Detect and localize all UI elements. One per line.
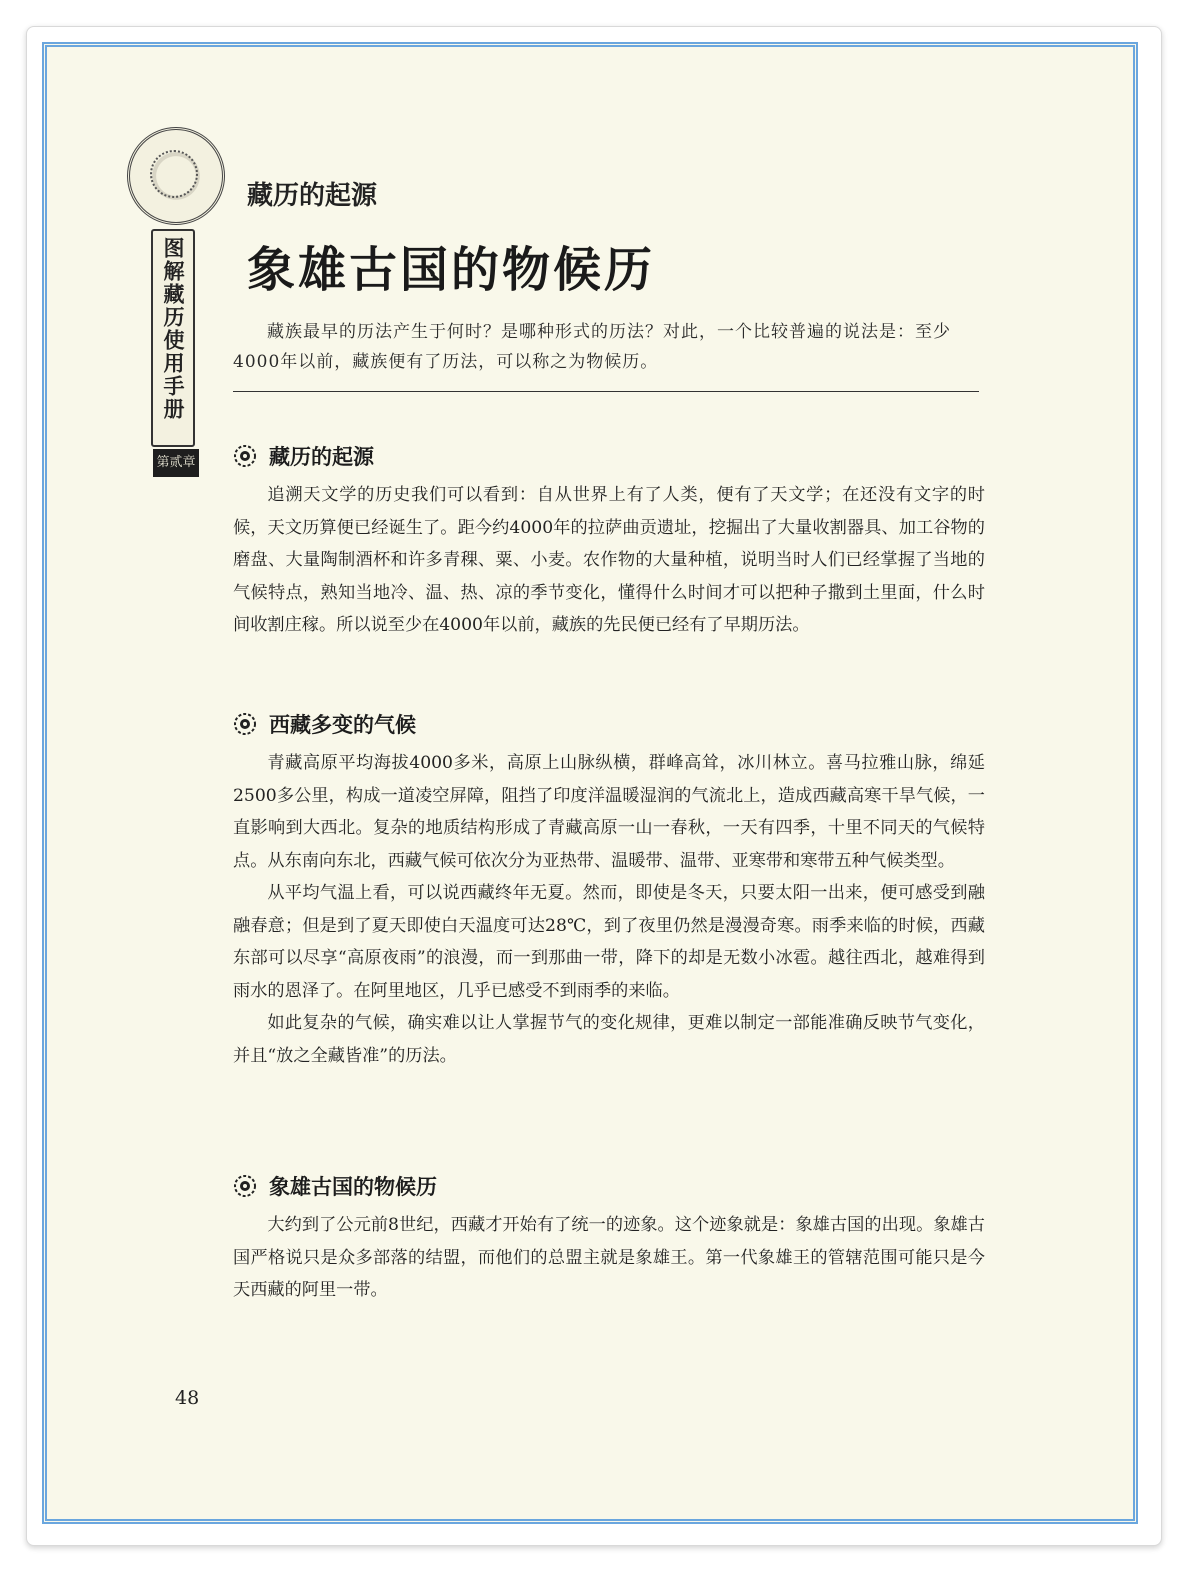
section-kicker: 藏历的起源 xyxy=(247,181,378,211)
page-number: 48 xyxy=(175,1387,200,1409)
section-title: 象雄古国的物候历 xyxy=(269,1175,437,1199)
paragraph: 青藏高原平均海拔4000多米，高原上山脉纵横，群峰高耸，冰川林立。喜马拉雅山脉，绵延2500多公里，构成一道凌空屏障，阻挡了印度洋温暖湿润的气流北上，造成西藏高寒干旱气候，一直影响到大西北。复杂的地质结构形成了青藏高原一山一春秋，一天有四季，十里不同天的气候特点。从东南向东北，西藏气候可依次分为亚热带、温暖带、温带、亚寒带和寒带五种气候类型。 xyxy=(233,753,985,871)
mandala-emblem-icon xyxy=(127,127,225,225)
section-body-1 xyxy=(233,479,985,642)
page-title: 象雄古国的物候历 xyxy=(247,242,656,298)
lotus-ornament-icon xyxy=(233,712,257,736)
chapter-tab: 第贰章 xyxy=(153,449,199,477)
book-page xyxy=(42,42,1138,1524)
section-title: 西藏多变的气候 xyxy=(269,713,416,737)
lotus-ornament-icon xyxy=(233,1174,257,1198)
book-title-vertical: 图解藏历使用手册 xyxy=(161,237,186,421)
section-heading-3 xyxy=(233,1171,437,1201)
divider xyxy=(233,391,979,392)
section-heading-1 xyxy=(233,441,374,471)
section-heading-2 xyxy=(233,709,416,739)
book-spine-label xyxy=(151,229,195,447)
section-title: 藏历的起源 xyxy=(269,445,374,469)
lotus-ornament-icon xyxy=(233,444,257,468)
section-body-2 xyxy=(233,747,985,1072)
paragraph: 大约到了公元前8世纪，西藏才开始有了统一的迹象。这个迹象就是：象雄古国的出现。象雄古国严格说只是众多部落的结盟，而他们的总盟主就是象雄王。第一代象雄王的管辖范围可能只是今天西藏的阿里一带。 xyxy=(233,1215,985,1300)
mandala-inner-ring xyxy=(150,150,198,198)
intro-paragraph: 藏族最早的历法产生于何时？是哪种形式的历法？对此，一个比较普遍的说法是：至少4000年以前，藏族便有了历法，可以称之为物候历。 xyxy=(233,322,951,372)
paragraph: 如此复杂的气候，确实难以让人掌握节气的变化规律，更难以制定一部能准确反映节气变化，并且“放之全藏皆准”的历法。 xyxy=(233,1013,985,1066)
paragraph: 追溯天文学的历史我们可以看到：自从世界上有了人类，便有了天文学；在还没有文字的时候，天文历算便已经诞生了。距今约4000年的拉萨曲贡遗址，挖掘出了大量收割器具、加工谷物的磨盘、大量陶制酒杯和许多青稞、粟、小麦。农作物的大量种植，说明当时人们已经掌握了当地的气候特点，熟知当地冷、温、热、凉的季节变化，懂得什么时间才可以把种子撒到土里面，什么时间收割庄稼。所以说至少在4000年以前，藏族的先民便已经有了早期历法。 xyxy=(233,485,985,635)
paragraph: 从平均气温上看，可以说西藏终年无夏。然而，即使是冬天，只要太阳一出来，便可感受到融融春意；但是到了夏天即使白天温度可达28℃，到了夜里仍然是漫漫奇寒。雨季来临的时候，西藏东部可以尽享“高原夜雨”的浪漫，而一到那曲一带，降下的却是无数小冰雹。越往西北，越难得到雨水的恩泽了。在阿里地区，几乎已感受不到雨季的来临。 xyxy=(233,883,985,1001)
section-body-3 xyxy=(233,1209,985,1307)
